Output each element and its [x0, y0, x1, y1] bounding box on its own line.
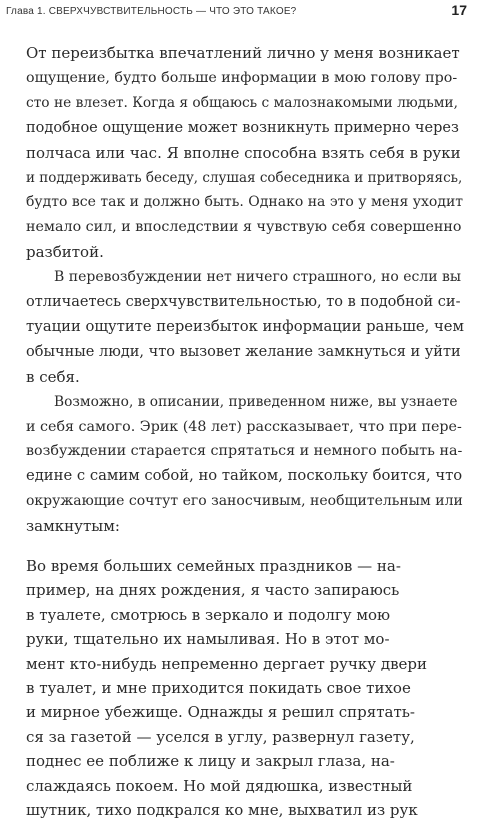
quote-line: мент кто-нибудь непременно дергает ручку двери: [26, 654, 428, 673]
body-line: в себя.: [26, 367, 80, 386]
quote-line: в туалете, смотрюсь в зеркало и подолгу мою: [26, 605, 391, 624]
body-line: полчаса или час. Я вполне способна взять себя в руки: [26, 143, 461, 162]
body-line: подобное ощущение может возникнуть примерно через: [26, 119, 459, 136]
body-line: туации ощутите переизбыток информации раньше, чем: [26, 317, 464, 335]
body-line: ощущение, будто больше информации в мою голову про-: [26, 69, 458, 86]
body-line: сто не влезет. Когда я общаюсь с малознакомыми людьми,: [26, 94, 458, 111]
body-line: В перевозбуждении нет ничего страшного, но если вы: [54, 269, 462, 286]
body-line: От переизбытка впечатлений лично у меня возникает: [26, 44, 460, 62]
quote-line: Во время больших семейных праздников — на-: [26, 557, 401, 575]
body-line: разбитой.: [26, 243, 104, 262]
body-line: немало сил, и впоследствии я чувствую себя совершенно: [26, 219, 462, 236]
quote-line: руки, тщательно их намыливая. Но в этот мо-: [26, 630, 390, 649]
body-line: возбуждении старается спрятаться и немного побыть на-: [26, 443, 463, 460]
body-line: обычные люди, что вызовет желание замкнуться и уйти: [26, 343, 461, 360]
body-line: едине с самим собой, но тайком, поскольку боится, что: [26, 467, 463, 485]
body-line: окружающие сочтут его заносчивым, необщительным или: [26, 493, 463, 510]
quote-line: шутник, тихо подкрался ко мне, выхватил из рук: [26, 801, 418, 819]
body-line: и поддерживать беседу, слушая собеседника и притворяясь,: [26, 169, 463, 186]
body-line: замкнутым:: [26, 517, 120, 536]
running-head: Глава 1. СВЕРХЧУВСТВИТЕЛЬНОСТЬ — ЧТО ЭТО ТАКОЕ?: [6, 6, 297, 17]
quote-line: слаждаясь покоем. Но мой дядюшка, известный: [26, 776, 413, 795]
quote-line: поднес ее поближе к лицу и закрыл глаза, на-: [26, 752, 395, 771]
quote-line: пример, на днях рождения, я часто запираюсь: [26, 581, 400, 600]
body-line: и себя самого. Эрик (48 лет) рассказывает, что при пере-: [26, 418, 462, 435]
body-line: Возможно, в описании, приведенном ниже, вы узнаете: [54, 393, 458, 410]
quote-line: ся за газетой — уселся в углу, развернул газету,: [26, 727, 415, 746]
body-line: отличаетесь сверхчувствительностью, то в подобной си-: [26, 294, 461, 310]
page-header: [0, 0, 480, 30]
body-line: будто все так и должно быть. Однако на это у меня уходит: [26, 194, 464, 211]
quote-line: в туалет, и мне приходится покидать свое тихое: [26, 679, 411, 697]
quote-line: и мирное убежище. Однажды я решил спрятать-: [26, 703, 415, 722]
page-number: 17: [451, 2, 467, 18]
